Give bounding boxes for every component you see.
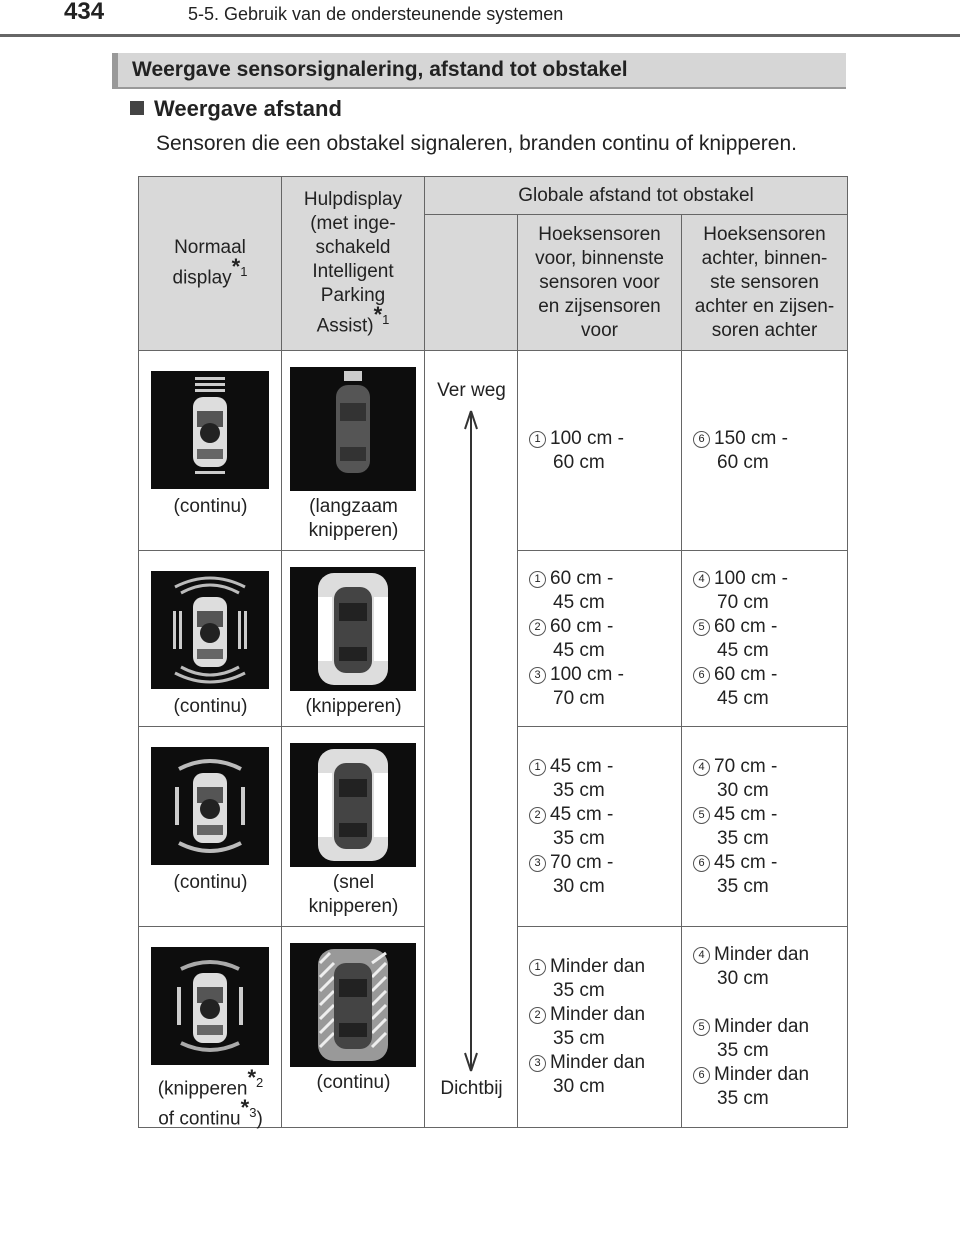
distance-line: 60 cm (717, 452, 769, 473)
header-global-distance (425, 177, 847, 215)
caption-line: (continu) (173, 496, 248, 517)
distance-line: Minder dan (714, 1016, 810, 1037)
header-global-spacer (425, 215, 518, 351)
circled-number: 1 (529, 431, 546, 448)
distance-line: Minder dan (550, 1004, 646, 1025)
row2-rear-values (693, 567, 788, 711)
circled-number: 6 (693, 667, 710, 684)
near-label: Dichtbij (440, 1078, 503, 1099)
footnote-ref: 1 (382, 312, 390, 328)
row3-rear-values (693, 755, 777, 899)
row3-front-values (529, 755, 613, 899)
header-aux-line: Parking (320, 285, 386, 307)
caption-line: (continu) (173, 872, 248, 893)
row3-aux-caption (282, 871, 425, 919)
distance-line: 70 cm (553, 688, 605, 709)
circled-number: 6 (693, 855, 710, 872)
distance-line: 100 cm - (550, 428, 624, 449)
aux-display-image (290, 743, 416, 867)
circled-number: 1 (529, 759, 546, 776)
section-rule (112, 87, 846, 89)
row1-aux-caption (282, 495, 425, 543)
distance-line: Minder dan (550, 1052, 646, 1073)
caption-line: (continu) (173, 696, 248, 717)
aux-display-image (290, 367, 416, 491)
caption-line: (knipperen) (305, 696, 402, 717)
distance-line: 45 cm (553, 592, 605, 613)
subheading-text: Weergave afstand (154, 96, 342, 121)
caption-line: (langzaam (309, 496, 398, 517)
circled-number: 2 (529, 807, 546, 824)
header-normal-line: Normaal (174, 237, 246, 259)
header-front-line: voor, binnenste (535, 247, 664, 269)
header-front-line: Hoeksensoren (538, 223, 661, 245)
header-rear-line: ste sensoren (710, 271, 819, 293)
header-aux-line: schakeld (315, 237, 391, 259)
page-number: 434 (64, 0, 105, 25)
circled-number: 4 (693, 571, 710, 588)
header-front-line: sensoren voor (539, 271, 660, 293)
header-rule (0, 34, 960, 37)
distance-line: 45 cm (717, 688, 769, 709)
distance-line: 35 cm (717, 876, 769, 897)
square-bullet-icon (130, 101, 144, 115)
distance-line: 30 cm (553, 1076, 605, 1097)
distance-line: 35 cm (717, 1040, 769, 1061)
circled-number: 1 (529, 571, 546, 588)
distance-line: 45 cm - (550, 804, 614, 825)
row2-normal-caption (139, 695, 282, 719)
row4-front-values (529, 955, 645, 1099)
header-rear-line: Hoeksensoren (703, 223, 826, 245)
footnote-ref: 3 (249, 1105, 257, 1121)
circled-number: 3 (529, 855, 546, 872)
distance-line: 150 cm - (714, 428, 788, 449)
distance-line: 45 cm - (714, 852, 778, 873)
normal-display-image (151, 747, 269, 865)
caption-line: knipperen) (308, 896, 399, 917)
header-global-label: Globale afstand tot obstakel (518, 184, 754, 206)
distance-line: 45 cm - (550, 756, 614, 777)
circled-number: 5 (693, 619, 710, 636)
distance-table (138, 176, 848, 1128)
header-aux-display (282, 177, 425, 351)
circled-number: 1 (529, 959, 546, 976)
caption-line: knipperen) (308, 520, 399, 541)
distance-entry (693, 428, 788, 475)
row4-aux-caption (282, 1071, 425, 1095)
circled-number: 2 (529, 1007, 546, 1024)
footnote-ref: 1 (240, 264, 248, 280)
caption-line: (continu) (316, 1072, 391, 1093)
header-normal-display (139, 177, 282, 351)
row3-normal-caption (139, 871, 282, 895)
row2-front-values (529, 567, 624, 711)
row4-normal-caption: (knipperen*$^2$ of continu*$^3$) (157, 1065, 264, 1130)
header-front-line: en zijsensoren (538, 295, 661, 317)
circled-number: 5 (693, 807, 710, 824)
distance-line: 60 cm - (714, 616, 778, 637)
chapter-title: 5-5. Gebruik van de ondersteunende systemen (188, 4, 564, 24)
header-rear-line: achter, binnen- (701, 247, 828, 269)
header-rear-line: soren achter (711, 319, 818, 341)
row2-aux-caption (282, 695, 425, 719)
distance-line: 30 cm (717, 780, 769, 801)
distance-line: Minder dan (714, 944, 810, 965)
header-front-line: voor (581, 319, 618, 341)
distance-line: 35 cm (717, 828, 769, 849)
distance-line: 60 cm - (550, 568, 614, 589)
section-title-box (112, 53, 846, 87)
distance-line: 60 cm - (550, 616, 614, 637)
section-title: Weergave sensorsignalering, afstand tot obstakel (132, 58, 628, 81)
distance-line: 60 cm - (714, 664, 778, 685)
distance-line: 100 cm - (550, 664, 624, 685)
distance-line: 35 cm (553, 980, 605, 1001)
row1-normal-caption (139, 495, 282, 519)
asterisk-icon: * (373, 302, 383, 328)
circled-number: 4 (693, 759, 710, 776)
header-rear-line: achter en zijsen- (694, 295, 835, 317)
circled-number: 4 (693, 947, 710, 964)
circled-number: 5 (693, 1019, 710, 1036)
asterisk-icon: * (240, 1095, 250, 1121)
footnote-ref: 2 (256, 1075, 264, 1090)
distance-entry (529, 428, 624, 475)
distance-line: Minder dan (550, 956, 646, 977)
aux-display-image (290, 943, 416, 1067)
aux-display-image (290, 567, 416, 691)
header-aux-line: (met inge- (310, 213, 396, 235)
circled-number: 2 (529, 619, 546, 636)
asterisk-icon: * (231, 254, 241, 280)
asterisk-icon: * (247, 1065, 257, 1090)
normal-display-image (151, 571, 269, 689)
circled-number: 6 (693, 1067, 710, 1084)
distance-line: 70 cm - (550, 852, 614, 873)
normal-display-image (151, 947, 269, 1065)
distance-line: 30 cm (553, 876, 605, 897)
distance-line: 70 cm - (714, 756, 778, 777)
distance-line: 35 cm (553, 780, 605, 801)
double-arrow-icon (459, 409, 483, 1073)
caption-line: (knipperen (157, 1078, 248, 1100)
caption-line: of continu (158, 1108, 241, 1130)
distance-line: 70 cm (717, 592, 769, 613)
subheading (130, 96, 342, 122)
distance-line: 100 cm - (714, 568, 788, 589)
distance-line: 35 cm (553, 1028, 605, 1049)
caption-line: (snel (332, 872, 375, 893)
distance-line: 35 cm (717, 1088, 769, 1109)
header-aux-line: Assist) (316, 315, 374, 337)
row1-front-values (529, 427, 624, 475)
distance-line: 45 cm - (714, 804, 778, 825)
distance-line: 45 cm (717, 640, 769, 661)
header-aux-line: Hulpdisplay (303, 189, 403, 211)
far-label: Ver weg (437, 380, 506, 401)
distance-line: 60 cm (553, 452, 605, 473)
normal-display-image (151, 371, 269, 489)
intro-text: Sensoren die een obstakel signaleren, branden continu of knipperen. (156, 132, 797, 155)
distance-line: 45 cm (553, 640, 605, 661)
circled-number: 6 (693, 431, 710, 448)
circled-number: 3 (529, 667, 546, 684)
distance-line: 35 cm (553, 828, 605, 849)
header-aux-line: Intelligent (312, 261, 394, 283)
circled-number: 3 (529, 1055, 546, 1072)
distance-line: 30 cm (717, 968, 769, 989)
row1-rear-values (693, 427, 788, 475)
header-normal-line: display (172, 267, 232, 289)
header-front-sensors (518, 215, 682, 351)
header-rear-sensors (682, 215, 847, 351)
distance-line: Minder dan (714, 1064, 810, 1085)
row4-rear-values (693, 943, 809, 1111)
